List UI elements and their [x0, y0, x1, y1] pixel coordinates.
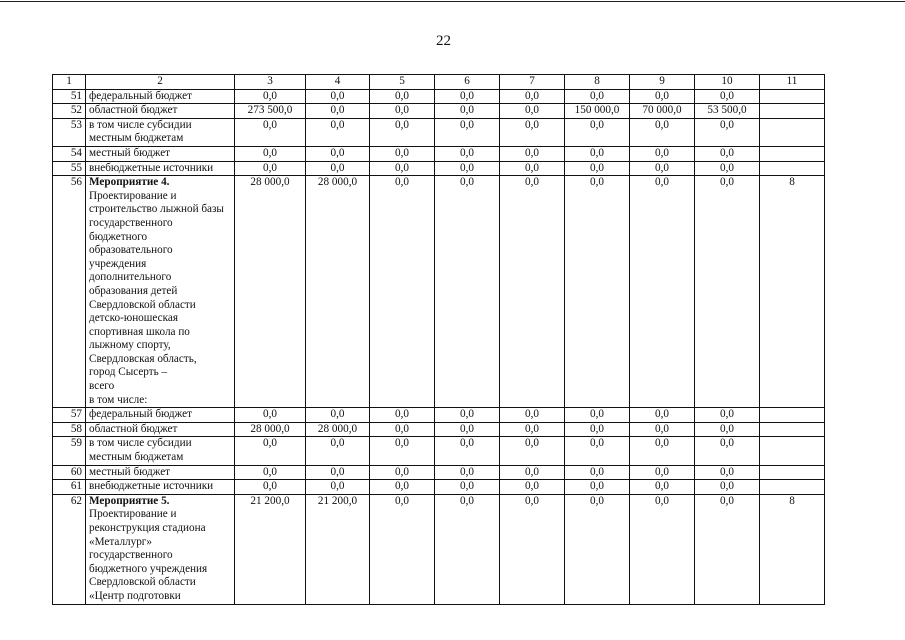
amount-cell: 0,0	[695, 118, 760, 146]
column-11-cell	[760, 161, 825, 176]
page-number: 22	[436, 33, 451, 49]
row-number: 58	[53, 422, 86, 437]
table-header-row	[53, 75, 825, 90]
column-header: 6	[435, 75, 500, 90]
amount-cell: 0,0	[435, 422, 500, 437]
amount-cell: 0,0	[435, 118, 500, 146]
amount-cell: 0,0	[565, 118, 630, 146]
amount-cell: 0,0	[370, 408, 435, 423]
table-row	[53, 494, 825, 604]
amount-cell: 0,0	[306, 408, 370, 423]
amount-cell: 0,0	[630, 89, 695, 104]
column-11-cell	[760, 437, 825, 465]
amount-cell: 0,0	[695, 146, 760, 161]
amount-cell: 0,0	[565, 465, 630, 480]
column-11-cell	[760, 465, 825, 480]
amount-cell: 0,0	[695, 408, 760, 423]
amount-cell: 21 200,0	[306, 494, 370, 604]
top-border-line	[0, 1, 905, 2]
column-header: 11	[760, 75, 825, 90]
amount-cell: 0,0	[370, 89, 435, 104]
amount-cell: 0,0	[630, 422, 695, 437]
column-header: 3	[235, 75, 306, 90]
amount-cell: 0,0	[235, 437, 306, 465]
column-11-cell	[760, 408, 825, 423]
table-row	[53, 408, 825, 423]
table-row	[53, 480, 825, 495]
row-description: местный бюджет	[86, 465, 235, 480]
column-header: 4	[306, 75, 370, 90]
row-description: областной бюджет	[86, 104, 235, 119]
amount-cell: 0,0	[565, 480, 630, 495]
row-number: 61	[53, 480, 86, 495]
amount-cell: 53 500,0	[695, 104, 760, 119]
amount-cell: 0,0	[306, 465, 370, 480]
amount-cell: 0,0	[370, 176, 435, 408]
row-description: в том числе субсидии местным бюджетам	[86, 118, 235, 146]
amount-cell: 0,0	[235, 146, 306, 161]
row-description: федеральный бюджет	[86, 89, 235, 104]
amount-cell: 0,0	[565, 422, 630, 437]
amount-cell: 0,0	[306, 161, 370, 176]
activity-title: Мероприятие 4.	[89, 176, 170, 189]
amount-cell: 0,0	[435, 480, 500, 495]
amount-cell: 0,0	[370, 146, 435, 161]
column-header: 9	[630, 75, 695, 90]
amount-cell: 0,0	[306, 89, 370, 104]
row-description	[86, 176, 235, 408]
row-number: 51	[53, 89, 86, 104]
activity-description: Проектирование и реконструкция стадиона «Металлург» государственного бюджетного учреждения Свердловской области «Центр подготовки	[89, 508, 208, 602]
amount-cell: 0,0	[370, 422, 435, 437]
column-header: 10	[695, 75, 760, 90]
row-description	[86, 494, 235, 604]
amount-cell: 0,0	[306, 480, 370, 495]
row-description: внебюджетные источники	[86, 480, 235, 495]
activity-title: Мероприятие 5.	[89, 494, 170, 507]
amount-cell: 0,0	[435, 89, 500, 104]
amount-cell: 0,0	[695, 480, 760, 495]
amount-cell: 0,0	[370, 494, 435, 604]
amount-cell: 0,0	[500, 494, 565, 604]
amount-cell: 0,0	[630, 465, 695, 480]
table-row	[53, 118, 825, 146]
column-11-cell	[760, 104, 825, 119]
column-11-cell	[760, 89, 825, 104]
amount-cell: 0,0	[435, 437, 500, 465]
amount-cell: 0,0	[435, 408, 500, 423]
amount-cell: 0,0	[500, 480, 565, 495]
amount-cell: 28 000,0	[306, 422, 370, 437]
column-header: 2	[86, 75, 235, 90]
amount-cell: 0,0	[306, 118, 370, 146]
row-description: внебюджетные источники	[86, 161, 235, 176]
amount-cell: 0,0	[235, 161, 306, 176]
amount-cell: 0,0	[565, 494, 630, 604]
amount-cell: 0,0	[370, 465, 435, 480]
amount-cell: 0,0	[435, 161, 500, 176]
table-row	[53, 437, 825, 465]
amount-cell: 0,0	[630, 118, 695, 146]
table-body	[53, 75, 825, 605]
row-number: 53	[53, 118, 86, 146]
amount-cell: 0,0	[630, 408, 695, 423]
budget-table	[52, 74, 825, 605]
amount-cell: 0,0	[370, 104, 435, 119]
amount-cell: 70 000,0	[630, 104, 695, 119]
amount-cell: 0,0	[565, 176, 630, 408]
amount-cell: 0,0	[630, 494, 695, 604]
amount-cell: 0,0	[500, 176, 565, 408]
table-row	[53, 146, 825, 161]
row-number: 54	[53, 146, 86, 161]
column-11-cell	[760, 480, 825, 495]
row-number: 55	[53, 161, 86, 176]
amount-cell: 28 000,0	[235, 176, 306, 408]
amount-cell: 0,0	[630, 480, 695, 495]
amount-cell: 0,0	[235, 465, 306, 480]
amount-cell: 0,0	[695, 494, 760, 604]
amount-cell: 0,0	[565, 408, 630, 423]
amount-cell: 0,0	[500, 118, 565, 146]
row-number: 52	[53, 104, 86, 119]
amount-cell: 0,0	[695, 89, 760, 104]
row-description: областной бюджет	[86, 422, 235, 437]
amount-cell: 0,0	[435, 146, 500, 161]
amount-cell: 150 000,0	[565, 104, 630, 119]
row-number: 60	[53, 465, 86, 480]
amount-cell: 0,0	[500, 89, 565, 104]
amount-cell: 0,0	[695, 176, 760, 408]
table-row	[53, 89, 825, 104]
amount-cell: 0,0	[630, 437, 695, 465]
amount-cell: 0,0	[370, 118, 435, 146]
column-header: 7	[500, 75, 565, 90]
amount-cell: 0,0	[565, 89, 630, 104]
row-number: 62	[53, 494, 86, 604]
table-row	[53, 176, 825, 408]
column-11-cell: 8	[760, 494, 825, 604]
amount-cell: 0,0	[565, 161, 630, 176]
amount-cell: 0,0	[235, 118, 306, 146]
amount-cell: 0,0	[695, 437, 760, 465]
amount-cell: 0,0	[500, 465, 565, 480]
amount-cell: 0,0	[500, 422, 565, 437]
table-row	[53, 161, 825, 176]
column-header: 8	[565, 75, 630, 90]
row-number: 56	[53, 176, 86, 408]
table-row	[53, 422, 825, 437]
amount-cell: 0,0	[695, 161, 760, 176]
row-description: в том числе субсидии местным бюджетам	[86, 437, 235, 465]
amount-cell: 0,0	[630, 146, 695, 161]
row-description: федеральный бюджет	[86, 408, 235, 423]
table-row	[53, 465, 825, 480]
amount-cell: 0,0	[500, 161, 565, 176]
amount-cell: 28 000,0	[306, 176, 370, 408]
amount-cell: 0,0	[695, 465, 760, 480]
amount-cell: 0,0	[306, 437, 370, 465]
amount-cell: 0,0	[500, 146, 565, 161]
column-11-cell: 8	[760, 176, 825, 408]
amount-cell: 0,0	[370, 437, 435, 465]
table-row	[53, 104, 825, 119]
amount-cell: 0,0	[306, 146, 370, 161]
amount-cell: 0,0	[630, 161, 695, 176]
row-number: 57	[53, 408, 86, 423]
amount-cell: 0,0	[500, 408, 565, 423]
amount-cell: 0,0	[630, 176, 695, 408]
column-11-cell	[760, 422, 825, 437]
amount-cell: 28 000,0	[235, 422, 306, 437]
amount-cell: 0,0	[565, 437, 630, 465]
amount-cell: 273 500,0	[235, 104, 306, 119]
amount-cell: 0,0	[565, 146, 630, 161]
column-11-cell	[760, 146, 825, 161]
amount-cell: 0,0	[435, 465, 500, 480]
amount-cell: 21 200,0	[235, 494, 306, 604]
amount-cell: 0,0	[695, 422, 760, 437]
amount-cell: 0,0	[500, 437, 565, 465]
amount-cell: 0,0	[435, 494, 500, 604]
amount-cell: 0,0	[370, 480, 435, 495]
column-header: 1	[53, 75, 86, 90]
amount-cell: 0,0	[235, 408, 306, 423]
column-header: 5	[370, 75, 435, 90]
amount-cell: 0,0	[435, 176, 500, 408]
amount-cell: 0,0	[435, 104, 500, 119]
amount-cell: 0,0	[235, 89, 306, 104]
amount-cell: 0,0	[370, 161, 435, 176]
column-11-cell	[760, 118, 825, 146]
row-number: 59	[53, 437, 86, 465]
row-description: местный бюджет	[86, 146, 235, 161]
activity-description: Проектирование и строительство лыжной базы государственного бюджетного образовательного учреждения дополнительного образования детей Свердловской области детско-юношеская спортивная школа по лыжному спорту, Свердловская область, город Сысерть – всего в том числе:	[89, 189, 224, 406]
amount-cell: 0,0	[306, 104, 370, 119]
amount-cell: 0,0	[235, 480, 306, 495]
amount-cell: 0,0	[500, 104, 565, 119]
